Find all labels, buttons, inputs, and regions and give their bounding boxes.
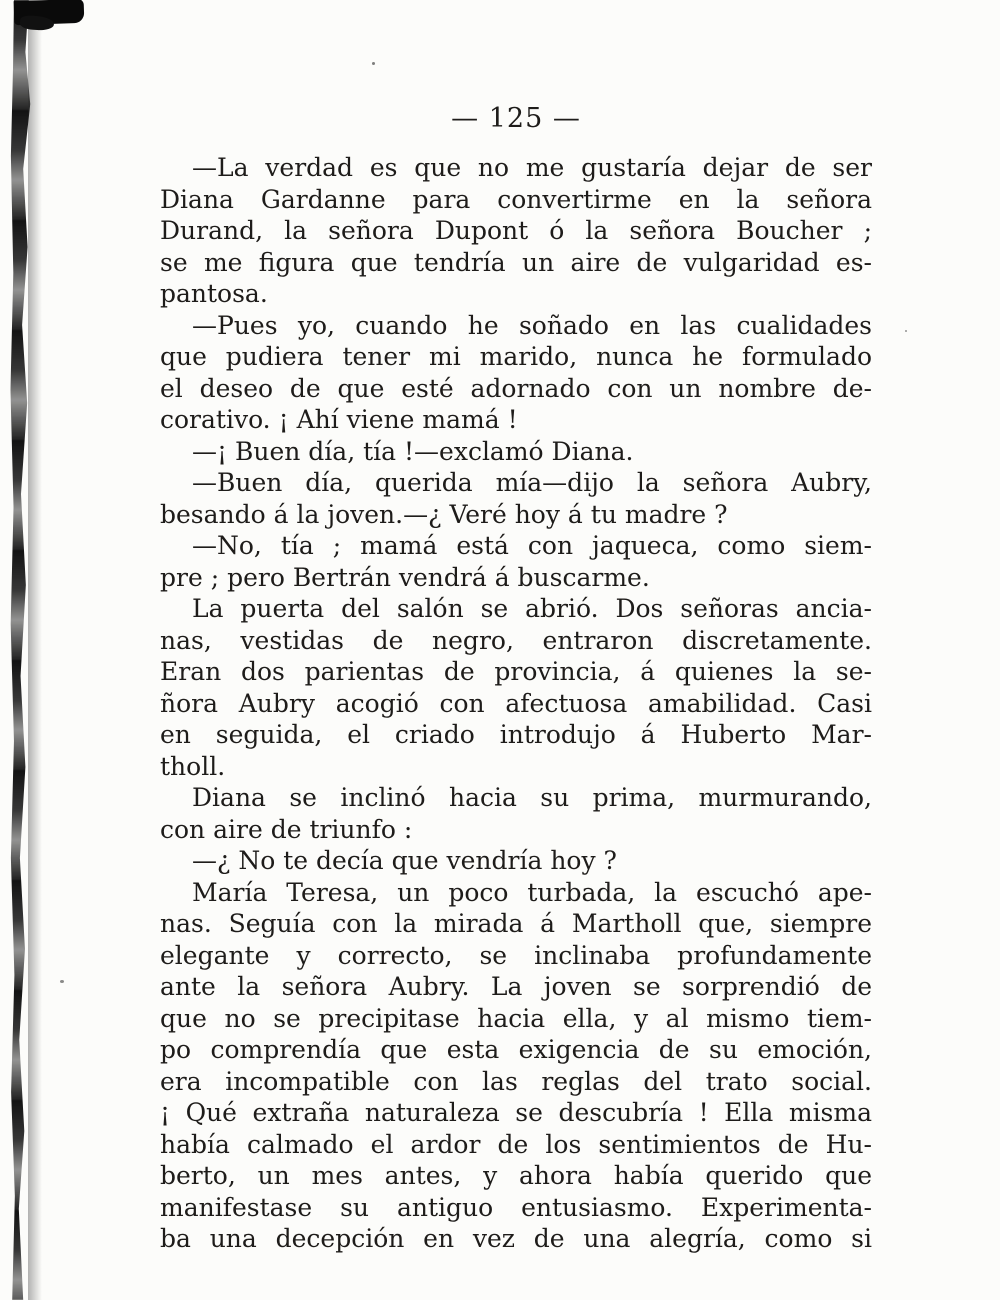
text-line: po comprendía que esta exigencia de su emoción, [160,1035,872,1064]
scan-speck [372,62,375,65]
text-block [160,152,872,1255]
text-line: ¡ Qué extraña naturaleza se descubría ! Ella misma [160,1098,872,1127]
text-line: —La verdad es que no me gustaría dejar de ser [192,153,872,182]
text-line: ante la señora Aubry. La joven se sorprendió de [160,972,872,1001]
text-line: el deseo de que esté adornado con un nombre de- [160,373,872,403]
text-line: ñora Aubry acogió con afectuosa amabilidad. Casi [160,688,872,718]
text-line: —No, tía ; mamá está con jaqueca, como siem- [192,531,872,560]
text-line: La puerta del salón se abrió. Dos señoras ancia- [192,594,872,623]
text-line: —¡ Buen día, tía !—exclamó Diana. [192,436,634,466]
text-line: María Teresa, un poco turbada, la escuchó ape- [192,877,872,907]
text-line: —Pues yo, cuando he soñado en las cualidades [192,310,872,340]
text-line: que pudiera tener mi marido, nunca he formulado [160,342,872,371]
page-number: — 125 — [451,103,581,134]
scan-gutter-soft-shadow [28,0,42,1300]
text-line: —Buen día, querida mía—dijo la señora Aubry, [192,468,872,497]
text-line: había calmado el ardor de los sentimientos de Hu- [160,1129,872,1159]
text-line: pantosa. [160,279,268,308]
text-line: tholl. [160,751,226,781]
scan-speck [905,330,907,332]
text-line: besando á la joven.—¿ Veré hoy á tu madre ? [160,499,728,529]
text-line: berto, un mes antes, y ahora había querido que [160,1161,872,1190]
text-line: —¿ No te decía que vendría hoy ? [192,846,617,875]
text-line: nas, vestidas de negro, entraron discretamente. [160,625,872,655]
text-line: Durand, la señora Dupont ó la señora Boucher ; [160,216,872,245]
text-line: pre ; pero Bertrán vendrá á buscarme. [160,562,650,592]
text-line: Eran dos parientas de provincia, á quienes la se- [160,657,872,686]
scan-speck [60,980,64,983]
text-line: Diana Gardanne para convertirme en la señora [160,184,872,214]
text-line: Diana se inclinó hacia su prima, murmurando, [192,783,872,812]
text-line: corativo. ¡ Ahí viene mamá ! [160,405,518,434]
text-line: ba una decepción en vez de una alegría, como si [160,1224,872,1253]
text-line: en seguida, el criado introdujo á Huberto Mar- [160,720,872,749]
text-line: se me figura que tendría un aire de vulgaridad es- [160,247,872,277]
text-line: con aire de triunfo : [160,814,413,844]
text-line: nas. Seguía con la mirada á Martholl que, siempre [160,909,872,938]
text-line: que no se precipitase hacia ella, y al mismo tiem- [160,1003,872,1033]
text-line: era incompatible con las reglas del trato social. [160,1066,872,1096]
text-line: manifestase su antiguo entusiasmo. Experimenta- [160,1192,872,1222]
text-line: elegante y correcto, se inclinaba profundamente [160,940,872,970]
